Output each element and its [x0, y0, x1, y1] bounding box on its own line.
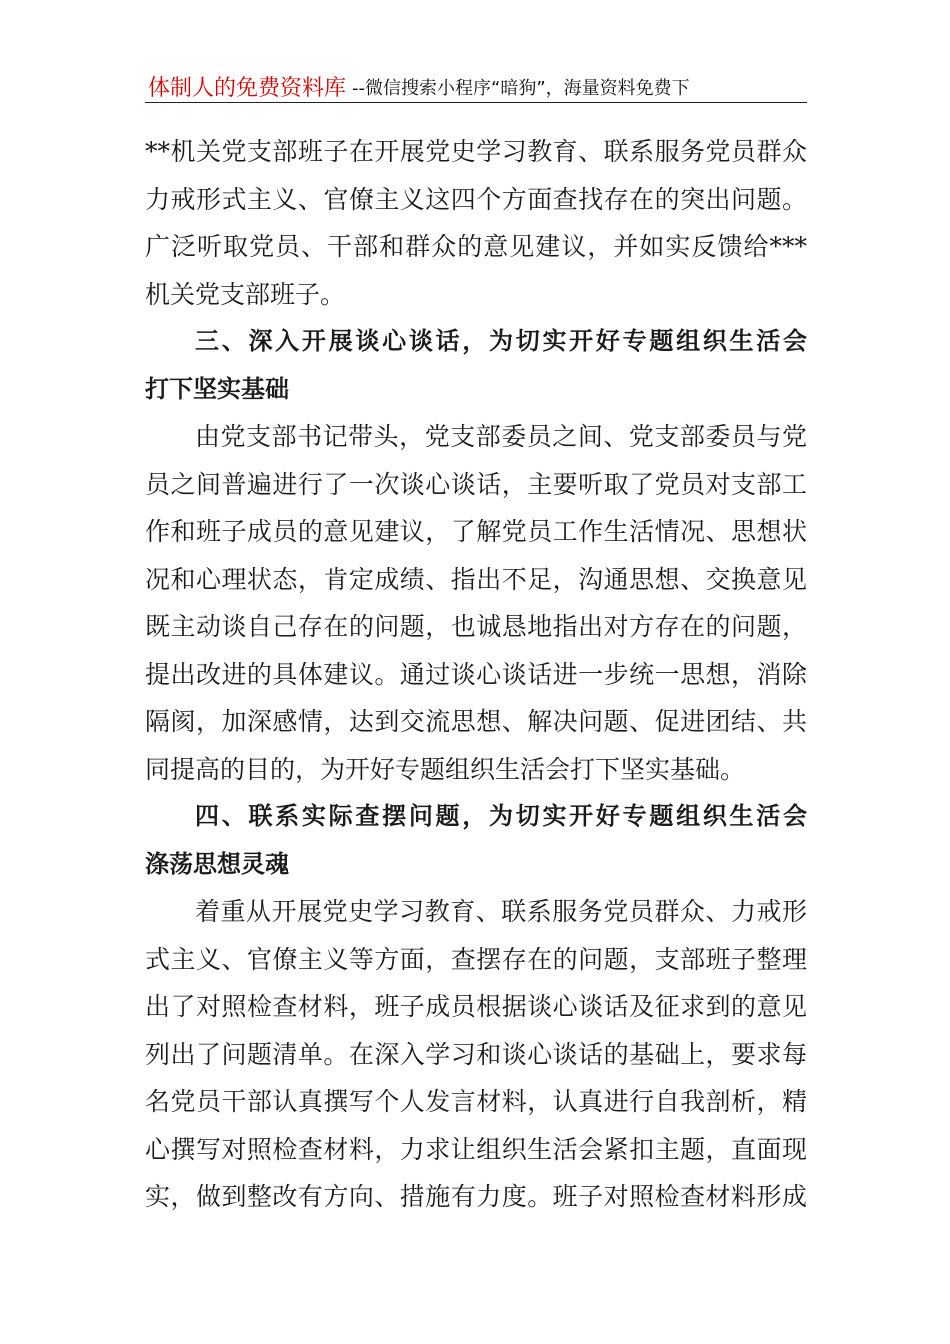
heading-line: 打下坚实基础 [145, 374, 289, 403]
text-line: 式主义、官僚主义等方面，查摆存在的问题，支部班子整理 [145, 944, 807, 974]
text-line: 既主动谈自己存在的问题，也诚恳地指出对方存在的问题， [145, 612, 807, 641]
document-body [145, 128, 807, 1221]
section-heading-3 [145, 318, 807, 413]
text-line: 由党支部书记带头，党支部委员之间、党支部委员与党 [195, 422, 807, 451]
text-line: 力戒形式主义、官僚主义这四个方面查找存在的突出问题。 [145, 184, 807, 214]
header-brand-text: 体制人的免费资料库 [148, 76, 347, 101]
paragraph-continuation [145, 128, 807, 318]
text-line: 作和班子成员的意见建议，了解党员工作生活情况、思想状 [145, 517, 807, 546]
page-header [148, 72, 804, 102]
text-line: 着重从开展党史学习教育、联系服务党员群众、力戒形 [195, 897, 807, 926]
heading-line: 涤荡思想灵魂 [145, 849, 289, 878]
heading-line: 三、深入开展谈心谈话，为切实开好专题组织生活会 [195, 327, 807, 355]
text-line: 况和心理状态，肯定成绩、指出不足，沟通思想、交换意见 [145, 564, 807, 594]
text-line: 广泛听取党员、干部和群众的意见建议，并如实反馈给*** [145, 232, 807, 261]
text-line: 同提高的目的，为开好专题组织生活会打下坚实基础。 [145, 754, 746, 784]
text-line: 实，做到整改有方向、措施有力度。班子对照检查材料形成 [145, 1182, 807, 1211]
text-line: 机关党支部班子。 [145, 279, 346, 309]
paragraph-problem-identification [145, 888, 807, 1221]
text-line: 名党员干部认真撰写个人发言材料，认真进行自我剖析，精 [145, 1087, 807, 1116]
text-line: 员之间普遍进行了一次谈心谈话，主要听取了党员对支部工 [145, 469, 807, 499]
text-line: 心撰写对照检查材料，力求让组织生活会紧扣主题，直面现 [145, 1134, 807, 1164]
text-line: 出了对照检查材料，班子成员根据谈心谈话及征求到的意见 [145, 992, 807, 1021]
header-tagline-text: --微信搜索小程序“暗狗”，海量资料免费下 [352, 78, 690, 99]
section-heading-4 [145, 793, 807, 888]
heading-line: 四、联系实际查摆问题，为切实开好专题组织生活会 [195, 802, 807, 830]
header-divider [145, 102, 807, 103]
text-line: 列出了问题清单。在深入学习和谈心谈话的基础上，要求每 [145, 1039, 807, 1069]
text-line: 提出改进的具体建议。通过谈心谈话进一步统一思想，消除 [145, 659, 807, 689]
text-line: **机关党支部班子在开展党史学习教育、联系服务党员群众 [145, 137, 807, 166]
text-line: 隔阂，加深感情，达到交流思想、解决问题、促进团结、共 [145, 707, 807, 736]
paragraph-heart-to-heart-talks [145, 413, 807, 793]
